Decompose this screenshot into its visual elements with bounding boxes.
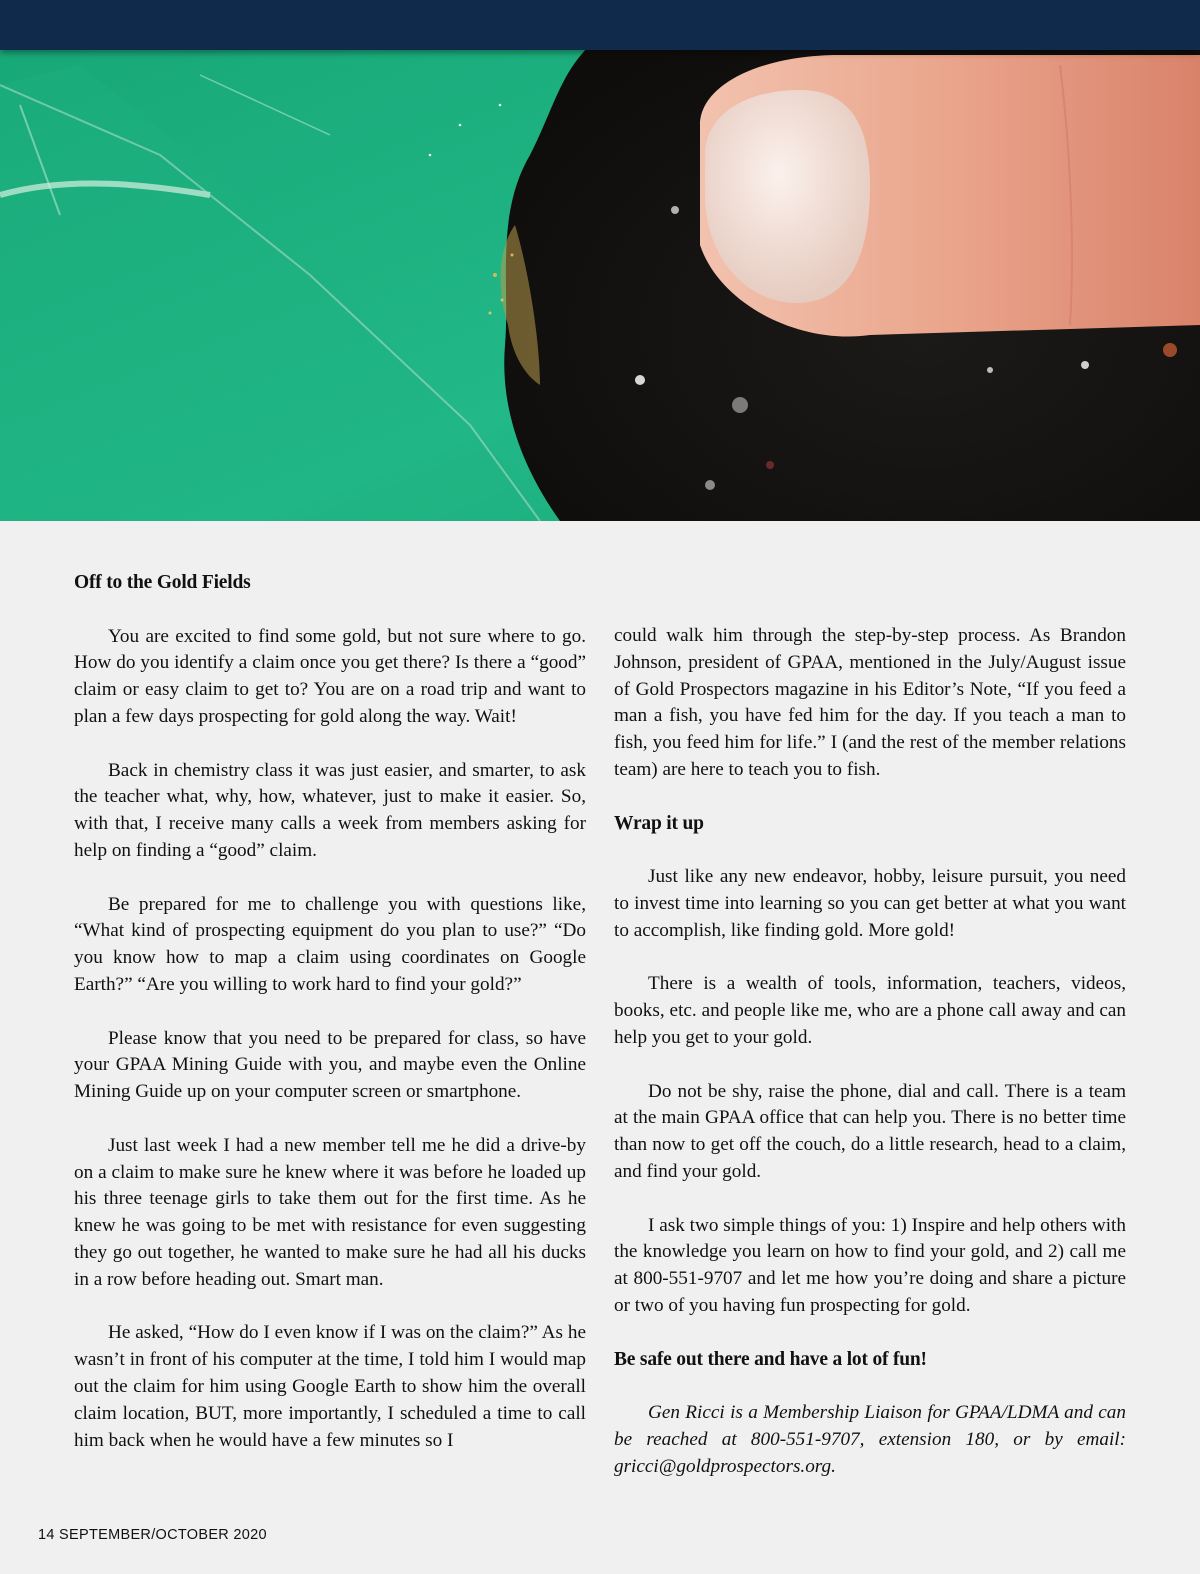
left-column xyxy=(74,570,586,1454)
author-bio: Gen Ricci is a Membership Liaison for GPAA/LDMA and can be reached at 800-551-9707, extension 180, or by email: gricci@goldprospectors.org. xyxy=(614,1402,1126,1477)
section-heading-wrap-it-up: Wrap it up xyxy=(614,812,704,834)
paragraph: You are excited to find some gold, but not sure where to go. How do you identify a claim once you get there? Is there a “good” claim or easy claim to get to? You are on a road trip and want to plan a few days prospecting for gold along the way. Wait! xyxy=(74,625,586,727)
paragraph: There is a wealth of tools, information, teachers, videos, books, etc. and people like me, who are a phone call away and can help you get to your gold. xyxy=(614,973,1126,1048)
paragraph-continuation: could walk him through the step-by-step process. As Brandon Johnson, president of GPAA, mentioned in the July/August issue of Gold Prospectors magazine in his Editor’s Note, “If you feed a man a fish, you have fed him for the day. If you teach a man to fish, you feed him for life.” I (and the rest of the member relations team) are here to teach you to fish. xyxy=(614,625,1126,780)
paragraph: He asked, “How do I even know if I was on the claim?” As he wasn’t in front of his computer at the time, I told him I would map out the claim for him using Google Earth to show him the overall claim location, BUT, more importantly, I scheduled a time to call him back when he would have a few minutes so I xyxy=(74,1322,586,1451)
paragraph: Do not be shy, raise the phone, dial and call. There is a team at the main GPAA office that can help you. There is no better time than now to get off the couch, do a little research, head to a claim, and find your gold. xyxy=(614,1080,1126,1182)
section-heading-gold-fields: Off to the Gold Fields xyxy=(74,572,251,593)
page-folio: 14 SEPTEMBER/OCTOBER 2020 xyxy=(38,1527,267,1543)
gold-pan-photo xyxy=(0,45,1200,521)
paragraph: Just like any new endeavor, hobby, leisure pursuit, you need to invest time into learning so you can get better at what you want to accomplish, like finding gold. More gold! xyxy=(614,866,1126,941)
article-photo xyxy=(0,45,1200,521)
top-color-band xyxy=(0,0,1200,50)
closing-line: Be safe out there and have a lot of fun! xyxy=(614,1348,927,1370)
paragraph: Be prepared for me to challenge you with questions like, “What kind of prospecting equipment do you plan to use?” “Do you know how to map a claim using coordinates on Google Earth?” “Are you willing to work hard to find your gold?” xyxy=(74,893,586,995)
right-column xyxy=(614,623,1126,1481)
paragraph: Please know that you need to be prepared for class, so have your GPAA Mining Guide with you, and maybe even the Online Mining Guide up on your computer screen or smartphone. xyxy=(74,1027,586,1103)
paragraph: Back in chemistry class it was just easier, and smarter, to ask the teacher what, why, how, whatever, just to make it easier. So, with that, I receive many calls a week from members asking for help on finding a “good” claim. xyxy=(74,759,586,861)
paragraph: Just last week I had a new member tell me he did a drive-by on a claim to make sure he knew where it was before he loaded up his three teenage girls to take them out for the first time. As he knew he was going to be met with resistance for even suggesting they go out together, he wanted to make sure he had all his ducks in a row before heading out. Smart man. xyxy=(74,1134,586,1290)
paragraph: I ask two simple things of you: 1) Inspire and help others with the knowledge you learn on how to find your gold, and 2) call me at 800-551-9707 and let me how you’re doing and share a picture or two of you having fun prospecting for gold. xyxy=(614,1214,1126,1316)
